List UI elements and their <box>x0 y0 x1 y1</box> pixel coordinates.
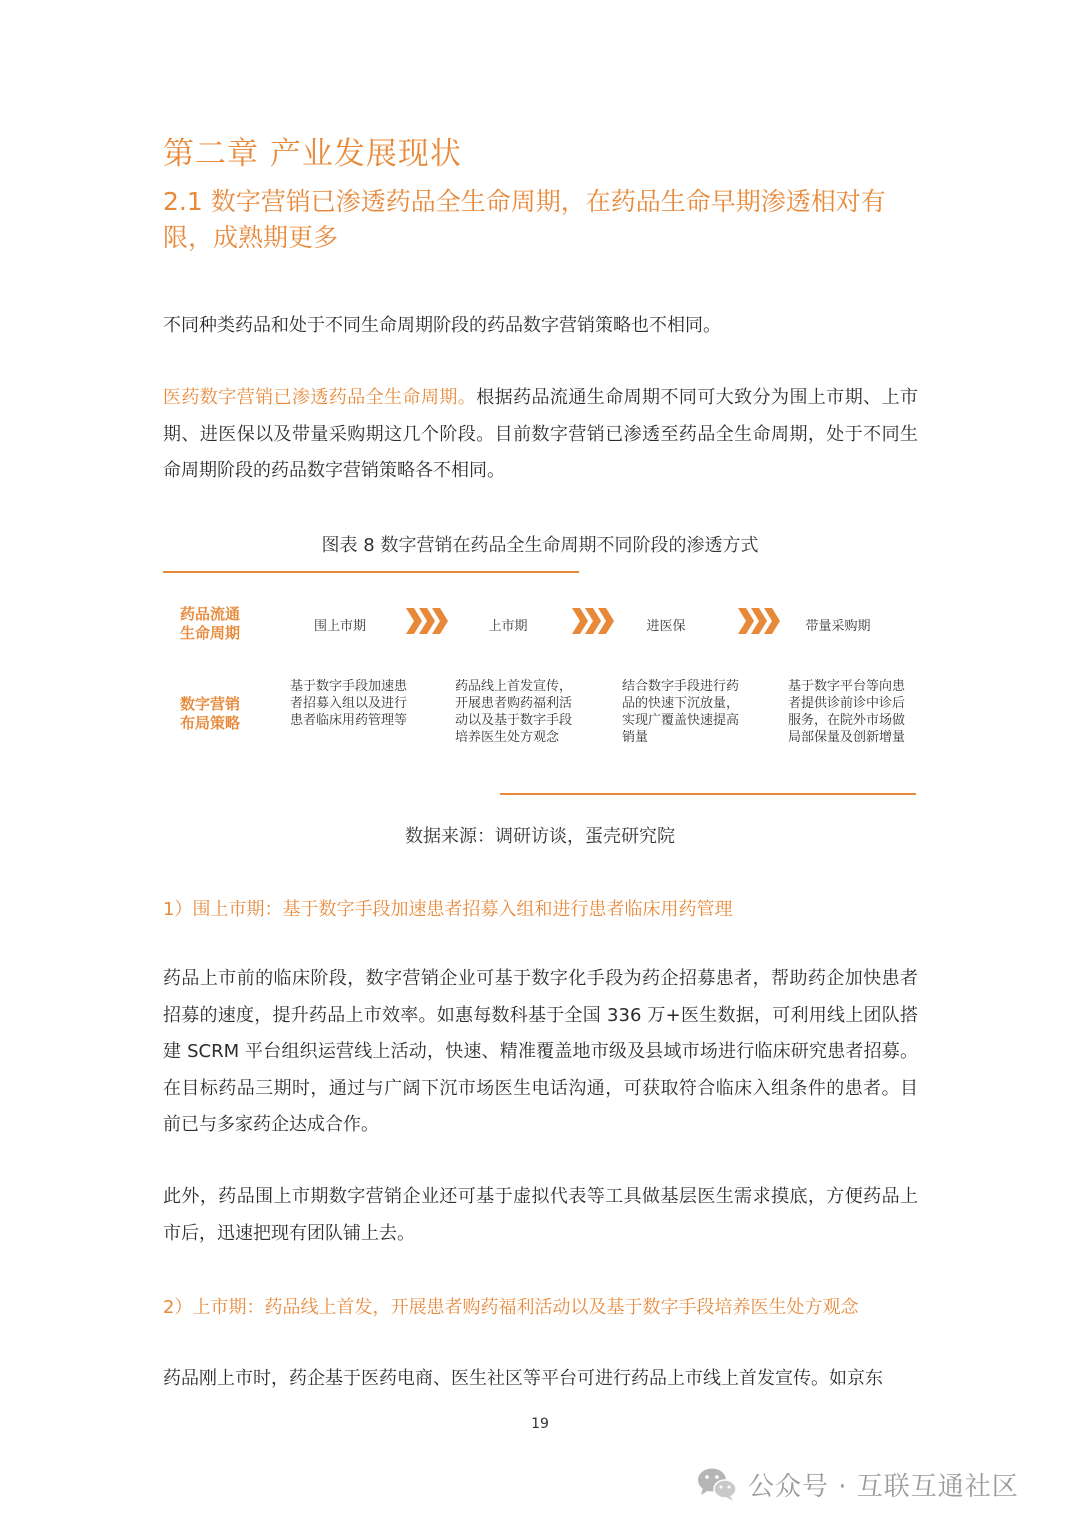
stage-volume-procurement: 带量采购期 <box>805 619 871 634</box>
stage-pre-launch: 围上市期 <box>313 619 366 634</box>
wechat-icon <box>696 1466 738 1502</box>
lifecycle-highlight: 医药数字营销已渗透药品全生命周期。 <box>163 387 477 408</box>
stage-insurance: 进医保 <box>646 619 686 634</box>
chapter-title: 第二章 产业发展现状 <box>163 136 462 172</box>
figure-top-rule <box>163 571 579 573</box>
row-label-lifecycle: 药品流通 生命周期 <box>179 605 240 642</box>
lifecycle-paragraph <box>163 380 918 490</box>
watermark-text: 公众号 · 互联互通社区 <box>748 1471 1019 1502</box>
strategy-insurance: 结合数字手段进行药品的快速下沉放量，实现广覆盖快速提高销量 <box>622 679 740 745</box>
stage-launch: 上市期 <box>488 619 528 634</box>
lifecycle-text: 根据药品流通生命周期不同可大致分为围上市期、上市期、进医保以及带量采购期这几个阶段。目前数字营销已渗透至药品全生命周期，处于不同生命周期阶段的药品数字营销策略各不相同。 <box>163 387 919 481</box>
subheading-launch: 2）上市期：药品线上首发，开展患者购药福利活动以及基于数字手段培养医生处方观念 <box>163 1297 859 1318</box>
strategy-launch: 药品线上首发宣传，开展患者购药福利活动以及基于数字手段培养医生处方观念 <box>455 679 573 745</box>
section-title: 2.1 数字营销已渗透药品全生命周期，在药品生命早期渗透相对有限，成熟期更多 <box>163 187 886 252</box>
page-number: 19 <box>531 1416 549 1432</box>
figure-source: 数据来源：调研访谈，蛋壳研究院 <box>405 826 675 847</box>
grassroots-paragraph: 此外，药品围上市期数字营销企业还可基于虚拟代表等工具做基层医生需求摸底，方便药品上市后，迅速把现有团队铺上去。 <box>163 1186 918 1244</box>
strategy-pre-launch: 基于数字手段加速患者招募入组以及进行患者临床用药管理等 <box>290 679 408 728</box>
pre-launch-paragraph: 药品上市前的临床阶段，数字营销企业可基于数字化手段为药企招募患者，帮助药企加快患者招募的速度，提升药品上市效率。如惠每数科基于全国 336 万+医生数据，可利用线上团队搭建 SCRM 平台组织运营线上活动，快速、精准覆盖地市级及县域市场进行临床研究患者招募。在目标药品三期时，通过与广阔下沉市场医生电话沟通，可获取符合临床入组条件的患者。目前已与多家药企达成合作。 <box>163 968 918 1135</box>
chevron-arrow-icon <box>406 608 450 634</box>
row-label-strategy: 数字营销 布局策略 <box>179 695 240 732</box>
strategy-volume-procurement: 基于数字平台等向患者提供诊前诊中诊后服务，在院外市场做局部保量及创新增量 <box>788 679 906 745</box>
figure-bottom-rule <box>500 793 916 795</box>
chevron-arrow-icon <box>738 608 782 634</box>
chevron-arrow-icon <box>572 608 616 634</box>
subheading-pre-launch: 1）围上市期：基于数字手段加速患者招募入组和进行患者临床用药管理 <box>163 899 733 920</box>
intro-paragraph: 不同种类药品和处于不同生命周期阶段的药品数字营销策略也不相同。 <box>163 315 721 336</box>
figure-caption: 图表 8 数字营销在药品全生命周期不同阶段的渗透方式 <box>321 535 759 556</box>
launch-paragraph: 药品刚上市时，药企基于医药电商、医生社区等平台可进行药品上市线上首发宣传。如京东 <box>163 1368 883 1389</box>
watermark <box>696 1464 1019 1504</box>
